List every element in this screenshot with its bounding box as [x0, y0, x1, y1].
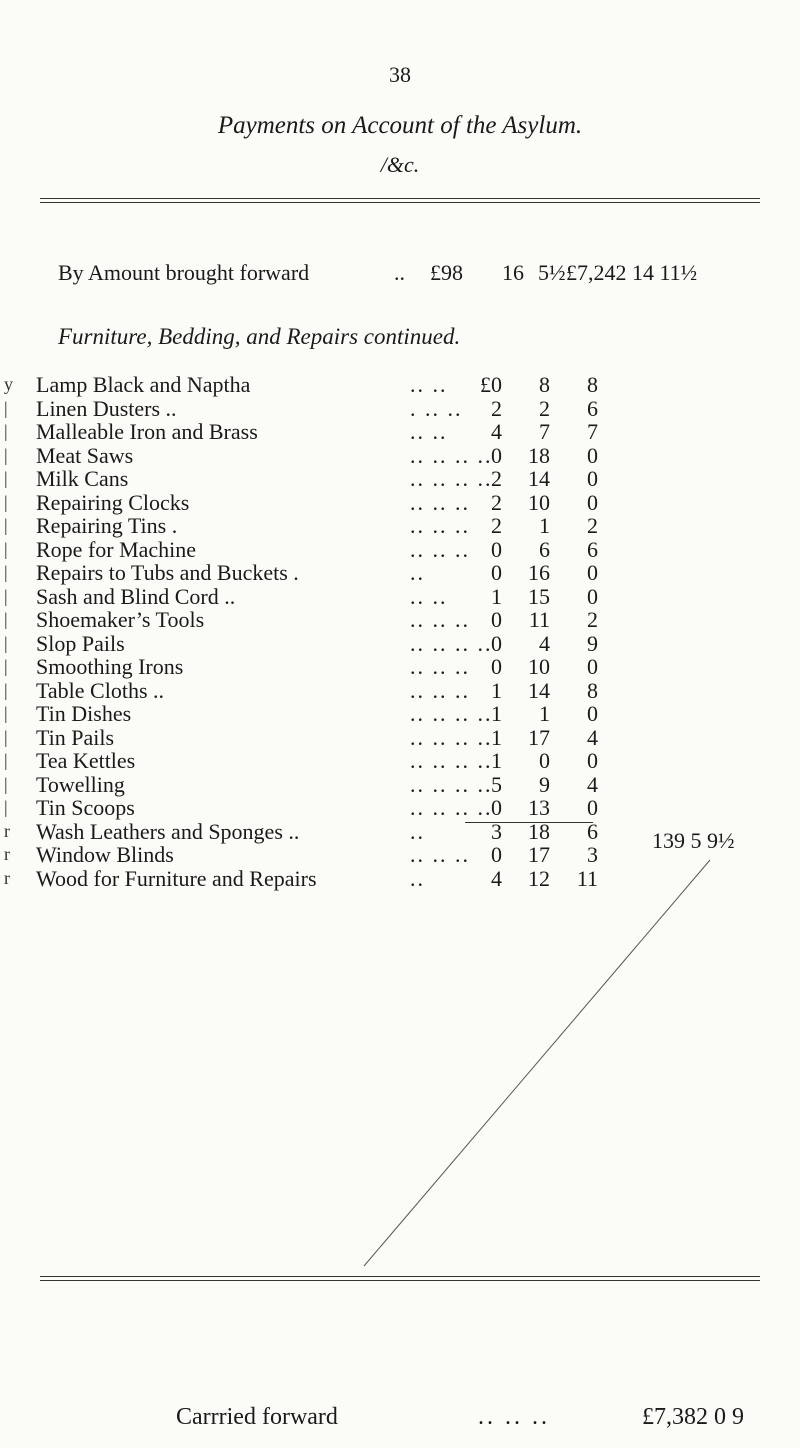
item-shillings: 14: [528, 466, 550, 491]
edge-mark: |: [4, 397, 8, 418]
item-pence: 6: [587, 536, 598, 562]
item-shillings: 4: [539, 630, 550, 656]
item-pence: 0: [587, 654, 598, 679]
item-shillings: 11: [528, 607, 550, 632]
item-label: Milk Cans: [36, 466, 129, 491]
item-pounds: 1: [491, 677, 502, 703]
item-pounds: 0: [491, 795, 502, 820]
item-leader: .. ..: [410, 372, 448, 397]
brought-forward-leader: ..: [394, 260, 405, 285]
item-pence: 4: [587, 771, 598, 797]
section-heading: Furniture, Bedding, and Repairs continued.: [58, 324, 461, 349]
item-pounds: 2: [491, 489, 502, 515]
item-pounds: 0: [491, 442, 502, 468]
item-label: Slop Pails: [36, 630, 125, 656]
brought-forward-pence: 5½: [538, 260, 566, 285]
item-leader: .. ..: [410, 583, 448, 609]
item-pounds: 1: [491, 701, 502, 726]
item-shillings: 6: [539, 536, 550, 562]
edge-mark: r: [4, 820, 10, 841]
item-leader: ..: [410, 818, 425, 844]
item-leader: ..: [410, 560, 425, 585]
item-label: Tea Kettles: [36, 748, 136, 773]
item-shillings: 9: [539, 771, 550, 797]
item-pence: 7: [587, 419, 598, 444]
edge-mark: |: [4, 562, 8, 582]
item-pounds: 5: [491, 771, 502, 797]
item-pounds: 1: [491, 748, 502, 773]
item-label: Lamp Black and Naptha: [36, 372, 251, 397]
edge-mark: |: [4, 726, 8, 747]
item-pounds: 0: [491, 654, 502, 679]
item-shillings: 8: [539, 372, 550, 397]
cancellation-line: [364, 860, 710, 1266]
item-pence: 0: [587, 748, 598, 773]
edge-mark: |: [4, 538, 8, 559]
item-label: Repairs to Tubs and Buckets .: [36, 560, 299, 585]
item-pence: 0: [587, 583, 598, 609]
edge-mark: |: [4, 585, 8, 606]
item-shillings: 12: [528, 865, 550, 891]
item-shillings: 7: [539, 419, 550, 444]
item-pence: 8: [587, 372, 598, 397]
item-pounds: 0: [491, 842, 502, 867]
item-pence: 4: [587, 724, 598, 750]
item-pence: 11: [576, 865, 598, 891]
item-shillings: 13: [528, 795, 550, 820]
edge-mark: |: [4, 797, 8, 817]
section-subtotal: 139 5 9½: [652, 828, 735, 853]
edge-mark: r: [4, 867, 10, 888]
edge-mark: y: [4, 374, 13, 394]
item-leader: .. .. .. ..: [410, 701, 493, 726]
item-pounds: 4: [491, 865, 502, 891]
edge-mark: |: [4, 679, 8, 700]
edge-mark: |: [4, 609, 8, 629]
item-pence: 0: [587, 466, 598, 491]
item-leader: .. .. ..: [410, 489, 470, 515]
item-shillings: 1: [539, 701, 550, 726]
bottom-double-rule-1: [40, 1276, 760, 1277]
item-shillings: 2: [539, 395, 550, 421]
item-shillings: 1: [539, 513, 550, 538]
item-pence: 2: [587, 607, 598, 632]
item-shillings: 10: [528, 489, 550, 515]
item-pence: 8: [587, 677, 598, 703]
item-leader: .. .. .. ..: [410, 466, 493, 491]
brought-forward-shillings: 16: [502, 260, 524, 285]
item-pence: 0: [587, 701, 598, 726]
item-leader: .. .. .. ..: [410, 795, 493, 820]
item-pounds: 2: [491, 513, 502, 538]
item-leader: .. .. ..: [410, 842, 470, 867]
item-label: Tin Dishes: [36, 701, 132, 726]
edge-mark: |: [4, 468, 8, 488]
item-pence: 6: [587, 818, 598, 844]
item-pounds: 0: [491, 630, 502, 656]
item-shillings: 10: [528, 654, 550, 679]
item-pence: 0: [587, 442, 598, 468]
item-leader: .. .. ..: [410, 536, 470, 562]
item-pounds: 0: [491, 560, 502, 585]
item-label: Wash Leathers and Sponges ..: [36, 818, 300, 844]
edge-mark: |: [4, 656, 8, 676]
item-label: Meat Saws: [36, 442, 134, 468]
item-pence: 2: [587, 513, 598, 538]
item-label: Sash and Blind Cord ..: [36, 583, 236, 609]
edge-mark: |: [4, 632, 8, 653]
edge-mark: |: [4, 515, 8, 535]
carried-forward-leader: .. .. ..: [478, 1404, 550, 1430]
item-pence: 0: [587, 489, 598, 515]
brought-forward-label: By Amount brought forward: [58, 260, 310, 285]
edge-mark: |: [4, 750, 8, 770]
top-double-rule-2: [40, 202, 760, 203]
item-shillings: 18: [528, 442, 550, 468]
edge-mark: |: [4, 491, 8, 512]
item-shillings: 18: [528, 818, 550, 844]
edge-mark: |: [4, 703, 8, 723]
item-shillings: 17: [528, 724, 550, 750]
item-leader: .. .. .. ..: [410, 748, 493, 773]
item-pounds: 3: [491, 818, 502, 844]
item-shillings: 14: [528, 677, 550, 703]
item-pence: 9: [587, 630, 598, 656]
item-label: Repairing Tins .: [36, 513, 178, 538]
page-number: 38: [389, 62, 411, 87]
edge-mark: |: [4, 444, 8, 465]
item-leader: .. .. .. ..: [410, 630, 493, 656]
item-label: Shoemaker’s Tools: [36, 607, 205, 632]
item-pence: 3: [587, 842, 598, 867]
bottom-double-rule-2: [40, 1280, 760, 1281]
item-shillings: 0: [539, 748, 550, 773]
item-label: Wood for Furniture and Repairs: [36, 865, 317, 891]
item-shillings: 15: [528, 583, 550, 609]
cancellation-stroke: [360, 854, 720, 1274]
item-leader: .. .. .. ..: [410, 724, 493, 750]
item-leader: .. .. ..: [410, 654, 470, 679]
item-label: Smoothing Irons: [36, 654, 184, 679]
item-pence: 0: [587, 560, 598, 585]
item-label: Linen Dusters ..: [36, 395, 177, 421]
subtotal-rule: [465, 822, 593, 823]
item-pounds: 0: [491, 607, 502, 632]
item-pounds: 2: [491, 395, 502, 421]
top-double-rule-1: [40, 198, 760, 199]
item-label: Malleable Iron and Brass: [36, 419, 258, 444]
item-label: Tin Scoops: [36, 795, 135, 820]
item-leader: ..: [410, 865, 425, 891]
carried-forward-label: Carrried forward: [176, 1404, 338, 1430]
item-shillings: 16: [528, 560, 550, 585]
edge-mark: |: [4, 773, 8, 794]
edge-mark: |: [4, 421, 8, 441]
item-label: Table Cloths ..: [36, 677, 165, 703]
item-leader: . .. ..: [410, 395, 463, 421]
item-label: Towelling: [36, 771, 125, 797]
item-shillings: 17: [528, 842, 550, 867]
item-pounds: 4: [491, 419, 502, 444]
brought-forward-running-total: £7,242 14 11½: [566, 260, 698, 285]
item-pounds: 2: [491, 466, 502, 491]
item-pounds: 0: [491, 536, 502, 562]
page-title: Payments on Account of the Asylum.: [217, 112, 583, 139]
item-label: Window Blinds: [36, 842, 174, 867]
item-leader: .. .. ..: [410, 607, 470, 632]
handwritten-mark: /&c.: [380, 152, 420, 177]
item-pounds: 1: [491, 583, 502, 609]
brought-forward-pounds: £98: [430, 260, 463, 285]
item-leader: .. .. ..: [410, 513, 470, 538]
item-pence: 6: [587, 395, 598, 421]
item-leader: .. .. .. ..: [410, 771, 493, 797]
carried-forward-total: £7,382 0 9: [642, 1404, 744, 1430]
edge-mark: r: [4, 844, 10, 864]
item-leader: .. .. .. ..: [410, 442, 493, 468]
item-leader: .. ..: [410, 419, 448, 444]
item-leader: .. .. ..: [410, 677, 470, 703]
item-pounds: £0: [480, 372, 502, 397]
item-label: Repairing Clocks: [36, 489, 190, 515]
item-pounds: 1: [491, 724, 502, 750]
item-label: Tin Pails: [36, 724, 115, 750]
item-pence: 0: [587, 795, 598, 820]
item-label: Rope for Machine: [36, 536, 197, 562]
